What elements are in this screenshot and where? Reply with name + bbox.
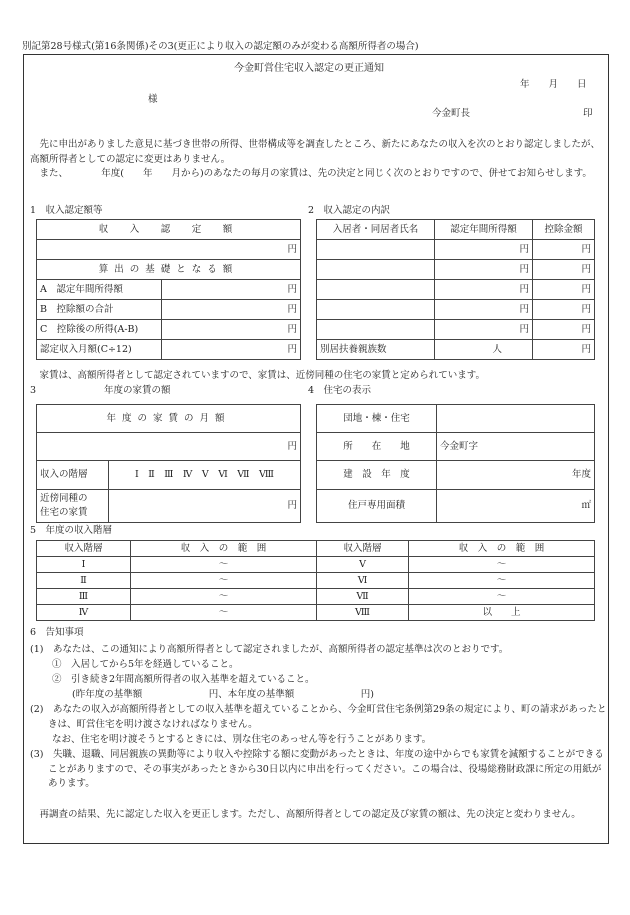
row-amount-c: 円	[162, 320, 301, 340]
document-title: 今金町営住宅収入認定の更正通知	[234, 63, 384, 74]
notice-item-1: (1) あなたは、この通知により高額所得者として認定されましたが、高額所得者の認定基準は次のとおりです。	[30, 644, 509, 655]
row-amount-a: 円	[162, 280, 301, 300]
floor-area-unit: ㎡	[437, 490, 595, 523]
row-label-a: A 認定年間所得額	[37, 280, 162, 300]
location-label: 所 在 地	[317, 433, 437, 461]
tier-cell: Ⅰ	[37, 557, 131, 573]
section-3-heading-number: 3	[30, 385, 37, 396]
section-1-heading: 1 収入認定額等	[30, 205, 103, 216]
intro-paragraph-2: また、 年度( 年 月から)のあなたの毎月の家賃は、先の決定と同じく次のとおりですので、併せてお知らせします。	[39, 168, 592, 179]
notice-item-1a: ① 入居してから5年を経過していること。	[52, 659, 239, 670]
col-tier-right: 収入階層	[317, 541, 409, 557]
notice-item-2: (2) あなたの収入が高額所得者としての収入基準を超えていることから、今金町営住宅条例第29条の規定により、町の請求があったときは、町営住宅を明け渡さなければなりません。	[30, 704, 607, 730]
breakdown-row: 円 円	[317, 260, 595, 280]
addressee-honorific: 様	[148, 94, 158, 105]
monthly-rent-amount: 円	[37, 433, 301, 461]
tier-cell: Ⅵ	[317, 573, 409, 589]
income-tier-label: 収入の階層	[37, 461, 109, 490]
range-cell: ～	[131, 557, 317, 573]
row-label-monthly: 認定収入月額(C÷12)	[37, 340, 162, 360]
monthly-rent-header: 年度の家賃の月額	[37, 405, 301, 433]
housing-info-table	[316, 404, 595, 523]
range-cell: ～	[409, 557, 595, 573]
tier-cell: Ⅷ	[317, 605, 409, 621]
seal-mark: 印	[583, 108, 593, 119]
form-id-label: 別記第28号様式(第16条関係)その3(更正により収入の認定額のみが変わる高額所得者の場合)	[22, 41, 419, 52]
location-value: 今金町字	[437, 433, 595, 461]
income-tier-table	[36, 540, 595, 621]
income-cert-header: 収 入 認 定 額	[37, 220, 301, 240]
col-occupant-name: 入居者・同居者氏名	[317, 220, 435, 240]
tier-cell: Ⅲ	[37, 589, 131, 605]
calc-basis-header: 算出の基礎となる額	[37, 260, 301, 280]
range-cell-above: 以 上	[409, 605, 595, 621]
col-tier-left: 収入階層	[37, 541, 131, 557]
build-year-unit: 年度	[437, 461, 595, 490]
dependents-amount: 円	[533, 340, 595, 360]
tier-cell: Ⅶ	[317, 589, 409, 605]
range-cell: ～	[409, 589, 595, 605]
section-5-heading: 5 年度の収入階層	[30, 525, 113, 536]
section-3-heading-text: 年度の家賃の額	[104, 385, 171, 396]
intro-paragraph-1: 先に申出がありました意見に基づき世帯の所得、世帯構成等を調査したところ、新たにあなたの収入を次のとおり認定しましたが、高額所得者としての認定に変更はありません。	[30, 139, 601, 165]
range-cell: ～	[131, 605, 317, 621]
rent-note: 家賃は、高額所得者として認定されていますので、家賃は、近傍同種の住宅の家賃と定められています。	[39, 370, 486, 381]
col-deduction: 控除金額	[533, 220, 595, 240]
breakdown-row: 円 円	[317, 320, 595, 340]
range-cell: ～	[131, 573, 317, 589]
date-line: 年 月 日	[520, 79, 587, 90]
col-range-right: 収 入 の 範 囲	[409, 541, 595, 557]
tier-cell: Ⅱ	[37, 573, 131, 589]
dependents-label: 別居扶養親族数	[317, 340, 435, 360]
build-year-label: 建 設 年 度	[317, 461, 437, 490]
range-cell: ～	[131, 589, 317, 605]
notice-item-1c: (昨年度の基準額 円、本年度の基準額 円)	[72, 689, 374, 700]
rent-table	[36, 404, 301, 523]
income-cert-amount: 円	[37, 240, 301, 260]
sender-name: 今金町長	[432, 108, 471, 119]
breakdown-row: 円 円	[317, 300, 595, 320]
tier-cell: Ⅳ	[37, 605, 131, 621]
row-amount-b: 円	[162, 300, 301, 320]
section-4-heading: 4 住宅の表示	[308, 385, 372, 396]
nearby-rent-label: 近傍同種の 住宅の家賃	[37, 490, 109, 523]
dependents-count-unit: 人	[435, 340, 533, 360]
breakdown-row: 円 円	[317, 280, 595, 300]
notice-item-1b: ② 引き続き2年間高額所得者の収入基準を超えていること。	[52, 674, 315, 685]
notice-item-3: (3) 失職、退職、同居親族の異動等により収入や控除する額に変動があったときは、年度の途中からでも家賃を減額することができることがありますので、その事実があったときから30日以内に申出を行ってください。この場合は、役場総務財政課に所定の用紙があります。	[30, 749, 604, 789]
nearby-rent-amount: 円	[109, 490, 301, 523]
income-tier-options: Ⅰ Ⅱ Ⅲ Ⅳ Ⅴ Ⅵ Ⅶ Ⅷ	[109, 461, 301, 490]
breakdown-row: 円 円	[317, 240, 595, 260]
section-2-heading: 2 収入認定の内訳	[308, 205, 391, 216]
tier-cell: Ⅴ	[317, 557, 409, 573]
section-6-heading: 6 告知事項	[30, 627, 84, 638]
col-range-left: 収 入 の 範 囲	[131, 541, 317, 557]
notice-item-2b: なお、住宅を明け渡そうとするときには、別な住宅のあっせん等を行うことがあります。	[52, 734, 432, 745]
range-cell: ～	[409, 573, 595, 589]
income-breakdown-table	[316, 219, 595, 360]
income-certification-table	[36, 219, 301, 360]
row-label-b: B 控除額の合計	[37, 300, 162, 320]
floor-area-label: 住戸専用面積	[317, 490, 437, 523]
closing-paragraph: 再調査の結果、先に認定した収入を更正します。ただし、高額所得者としての認定及び家賃の額は、先の決定と変わりません。	[39, 809, 581, 820]
housing-complex-label: 団地・棟・住宅	[317, 405, 437, 433]
col-annual-income: 認定年間所得額	[435, 220, 533, 240]
row-amount-monthly: 円	[162, 340, 301, 360]
row-label-c: C 控除後の所得(A-B)	[37, 320, 162, 340]
